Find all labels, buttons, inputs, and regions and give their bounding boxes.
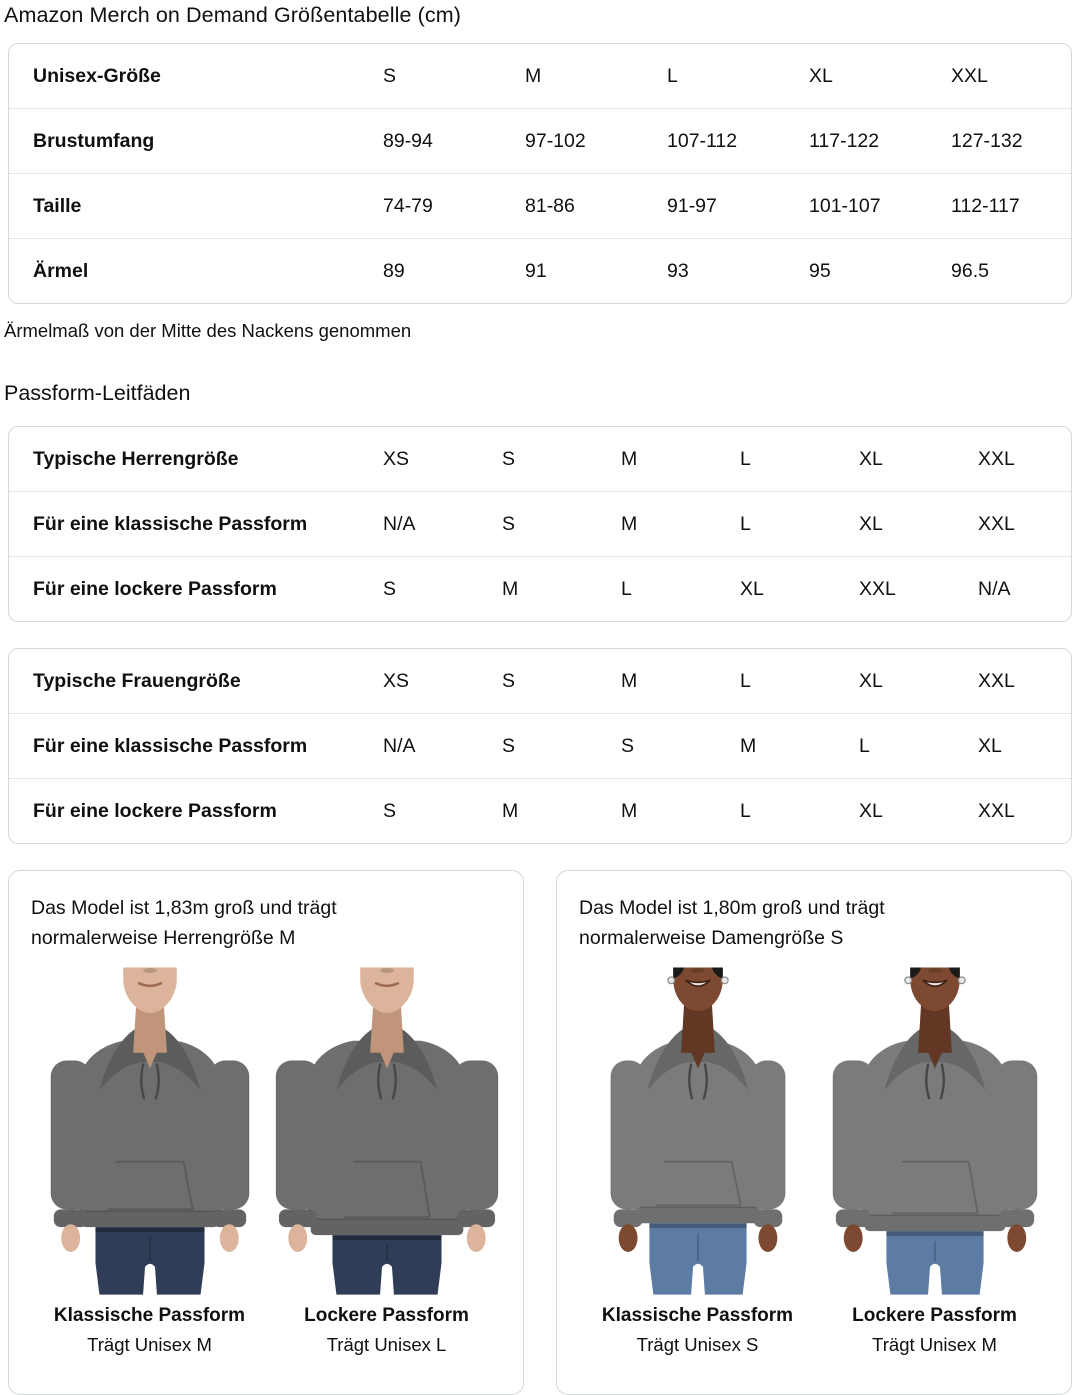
fit-label: Lockere Passform <box>304 1305 469 1327</box>
table-cell: 81-86 <box>525 194 575 217</box>
mens-loose-fit-model <box>268 967 505 1356</box>
hoodie-model-illustration <box>273 967 501 1297</box>
womens-model-description: Das Model ist 1,80m groß und trägt normalerweise Damengröße S <box>579 897 885 950</box>
jeans-waist-shadow <box>95 1228 204 1233</box>
table-cell: S <box>383 577 397 600</box>
table-row <box>9 238 1071 303</box>
table-cell: XS <box>383 447 410 470</box>
table-cell: XXL <box>951 64 988 87</box>
table-row <box>9 649 1071 713</box>
nose-shadow <box>928 968 942 973</box>
womens-fit-table <box>8 648 1072 844</box>
table-cell: S <box>383 64 397 87</box>
table-cell: S <box>502 734 516 757</box>
earring <box>721 977 728 984</box>
hoodie-model-illustration <box>36 967 264 1297</box>
table-cell: 101-107 <box>809 194 881 217</box>
page-title: Amazon Merch on Demand Größentabelle (cm) <box>4 3 461 27</box>
right-hand <box>219 1225 238 1253</box>
table-cell: XL <box>978 734 1002 757</box>
wears-size-label: Trägt Unisex M <box>872 1334 997 1356</box>
face <box>360 968 414 1014</box>
jeans <box>886 1232 983 1295</box>
table-cell: XXL <box>978 799 1015 822</box>
table-cell: 95 <box>809 259 831 282</box>
table-cell: L <box>740 799 751 822</box>
table-cell: S <box>383 799 397 822</box>
table-cell: S <box>621 734 635 757</box>
table-row <box>9 173 1071 238</box>
table-cell: L <box>740 669 751 692</box>
jeans-waist-shadow <box>886 1232 983 1237</box>
table-cell: XXL <box>978 669 1015 692</box>
right-hand <box>758 1225 777 1253</box>
table-row <box>9 427 1071 491</box>
jeans <box>332 1236 441 1295</box>
mens-fit-table <box>8 426 1072 622</box>
earring <box>958 977 965 984</box>
mens-model-description: Das Model ist 1,83m groß und trägt normalerweise Herrengröße M <box>31 897 337 950</box>
left-hand <box>61 1225 80 1253</box>
table-cell: S <box>502 669 516 692</box>
hem-band <box>864 1216 1005 1232</box>
wears-size-label: Trägt Unisex S <box>636 1334 759 1356</box>
table-cell: XL <box>859 669 883 692</box>
right-hand <box>1007 1225 1026 1253</box>
row-label: Typische Frauengröße <box>33 669 241 692</box>
table-cell: XL <box>740 577 764 600</box>
face <box>673 968 723 1012</box>
row-label: Ärmel <box>33 259 89 282</box>
model-photo <box>584 967 812 1297</box>
jeans-waist-shadow <box>332 1236 441 1241</box>
table-cell: XL <box>859 512 883 535</box>
table-cell: M <box>740 734 757 757</box>
table-cell: L <box>740 512 751 535</box>
table-cell: M <box>621 669 638 692</box>
table-cell: XL <box>859 447 883 470</box>
table-cell: 93 <box>667 259 689 282</box>
table-cell: L <box>740 447 751 470</box>
table-cell: N/A <box>383 734 416 757</box>
table-cell: 97-102 <box>525 129 586 152</box>
unisex-size-table <box>8 43 1072 304</box>
table-cell: XL <box>809 64 833 87</box>
jeans-waist-shadow <box>649 1224 746 1229</box>
model-photo <box>36 967 264 1297</box>
hem-band <box>636 1208 759 1224</box>
row-label: Für eine lockere Passform <box>33 799 277 822</box>
row-label: Für eine klassische Passform <box>33 734 308 757</box>
table-cell: 112-117 <box>951 194 1020 217</box>
table-cell: S <box>502 447 516 470</box>
table-cell: M <box>525 64 542 87</box>
table-cell: N/A <box>978 577 1011 600</box>
table-cell: 96.5 <box>951 259 989 282</box>
row-label: Für eine klassische Passform <box>33 512 308 535</box>
table-cell: S <box>502 512 516 535</box>
womens-models-row <box>579 967 1053 1356</box>
table-cell: 89-94 <box>383 129 433 152</box>
table-row <box>9 44 1071 108</box>
table-cell: M <box>502 577 519 600</box>
fit-label: Lockere Passform <box>852 1305 1017 1327</box>
table-row <box>9 491 1071 556</box>
right-hand <box>466 1225 485 1253</box>
table-cell: N/A <box>383 512 416 535</box>
table-cell: M <box>621 512 638 535</box>
table-cell: XS <box>383 669 410 692</box>
table-cell: XL <box>859 799 883 822</box>
row-label: Für eine lockere Passform <box>33 577 277 600</box>
hem-band <box>81 1212 218 1228</box>
table-cell: 117-122 <box>809 129 880 152</box>
table-row <box>9 108 1071 173</box>
table-cell: 91-97 <box>667 194 717 217</box>
table-row <box>9 713 1071 778</box>
face <box>910 968 960 1012</box>
table-cell: 127-132 <box>951 129 1023 152</box>
table-cell: M <box>621 447 638 470</box>
row-label: Typische Herrengröße <box>33 447 239 470</box>
table-cell: M <box>502 799 519 822</box>
left-hand <box>843 1225 862 1253</box>
mens-classic-fit-model <box>31 967 268 1356</box>
model-photo <box>273 967 501 1297</box>
table-cell: L <box>667 64 678 87</box>
womens-model-card <box>556 870 1072 1395</box>
table-cell: 74-79 <box>383 194 433 217</box>
mens-models-row <box>31 967 505 1356</box>
hoodie-model-illustration <box>584 967 812 1297</box>
model-cards <box>8 870 1072 1395</box>
table-cell: XXL <box>978 512 1015 535</box>
mens-model-card <box>8 870 524 1395</box>
table-cell: L <box>621 577 632 600</box>
womens-classic-fit-model <box>579 967 816 1356</box>
table-cell: M <box>621 799 638 822</box>
table-cell: XXL <box>978 447 1015 470</box>
hoodie-model-illustration <box>821 967 1049 1297</box>
table-cell: XXL <box>859 577 896 600</box>
left-hand <box>288 1225 307 1253</box>
row-label: Brustumfang <box>33 129 155 152</box>
nose-shadow <box>380 968 394 973</box>
left-hand <box>618 1225 637 1253</box>
fit-guides-heading: Passform-Leitfäden <box>4 381 191 405</box>
earring <box>904 977 911 984</box>
wears-size-label: Trägt Unisex M <box>87 1334 212 1356</box>
earring <box>667 977 674 984</box>
wears-size-label: Trägt Unisex L <box>326 1334 447 1356</box>
table-row <box>9 778 1071 843</box>
row-label: Taille <box>33 194 82 217</box>
fit-label: Klassische Passform <box>601 1305 794 1327</box>
nose-shadow <box>143 968 157 973</box>
table-row <box>9 556 1071 621</box>
table-cell: 89 <box>383 259 405 282</box>
table-cell: L <box>859 734 870 757</box>
nose-shadow <box>691 968 705 973</box>
sleeve-measure-note: Ärmelmaß von der Mitte des Nackens genommen <box>4 320 412 341</box>
fit-label: Klassische Passform <box>53 1305 246 1327</box>
row-label: Unisex-Größe <box>33 64 161 87</box>
womens-loose-fit-model <box>816 967 1053 1356</box>
table-cell: 91 <box>525 259 547 282</box>
model-photo <box>821 967 1049 1297</box>
hem-band <box>310 1220 463 1236</box>
face <box>123 968 177 1014</box>
table-cell: 107-112 <box>667 129 738 152</box>
